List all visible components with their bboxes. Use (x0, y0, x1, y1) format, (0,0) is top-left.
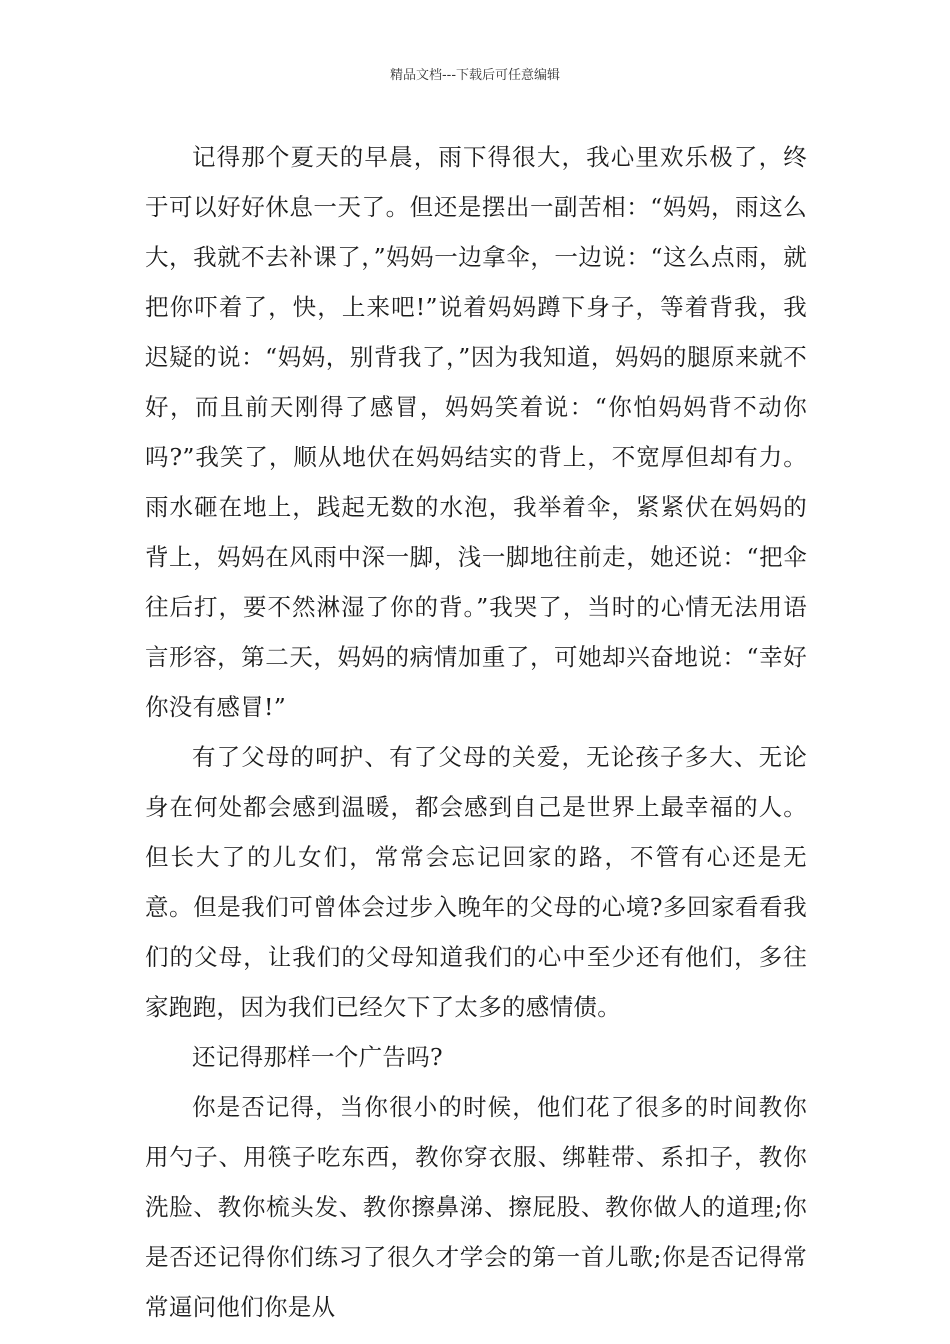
paragraph-1: 记得那个夏天的早晨，雨下得很大，我心里欢乐极了，终于可以好好休息一天了。但还是摆出一副苦相：“妈妈，雨这么大，我就不去补课了，”妈妈一边拿伞，一边说：“这么点雨，就把你吓着了，快，上来吧!”说着妈妈蹲下身子，等着背我，我迟疑的说：“妈妈，别背我了，”因为我知道，妈妈的腿原来就不好，而且前天刚得了感冒，妈妈笑着说：“你怕妈妈背不动你吗?”我笑了，顺从地伏在妈妈结实的背上，不宽厚但却有力。雨水砸在地上，践起无数的水泡，我举着伞，紧紧伏在妈妈的背上，妈妈在风雨中深一脚，浅一脚地往前走，她还说：“把伞往后打，要不然淋湿了你的背。”我哭了，当时的心情无法用语言形容，第二天，妈妈的病情加重了，可她却兴奋地说：“幸好你没有感冒!” (145, 143, 807, 721)
paragraph-2: 有了父母的呵护、有了父母的关爱，无论孩子多大、无论身在何处都会感到温暖，都会感到自己是世界上最幸福的人。但长大了的儿女们，常常会忘记回家的路，不管有心还是无意。但是我们可曾体会过步入晚年的父母的心境?多回家看看我们的父母，让我们的父母知道我们的心中至少还有他们，多往家跑跑，因为我们已经欠下了太多的感情债。 (145, 743, 807, 1021)
paragraph-3: 还记得那样一个广告吗? (192, 1043, 443, 1071)
page-header: 精品文档---下载后可任意编辑 (389, 68, 561, 83)
document-body (145, 132, 807, 1332)
paragraph-4: 你是否记得，当你很小的时候，他们花了很多的时间教你用勺子、用筷子吃东西，教你穿衣服、绑鞋带、系扣子，教你洗脸、教你梳头发、教你擦鼻涕、擦屁股、教你做人的道理;你是否还记得你们练习了很久才学会的第一首儿歌;你是否记得常常逼问他们你是从 (145, 1093, 807, 1321)
